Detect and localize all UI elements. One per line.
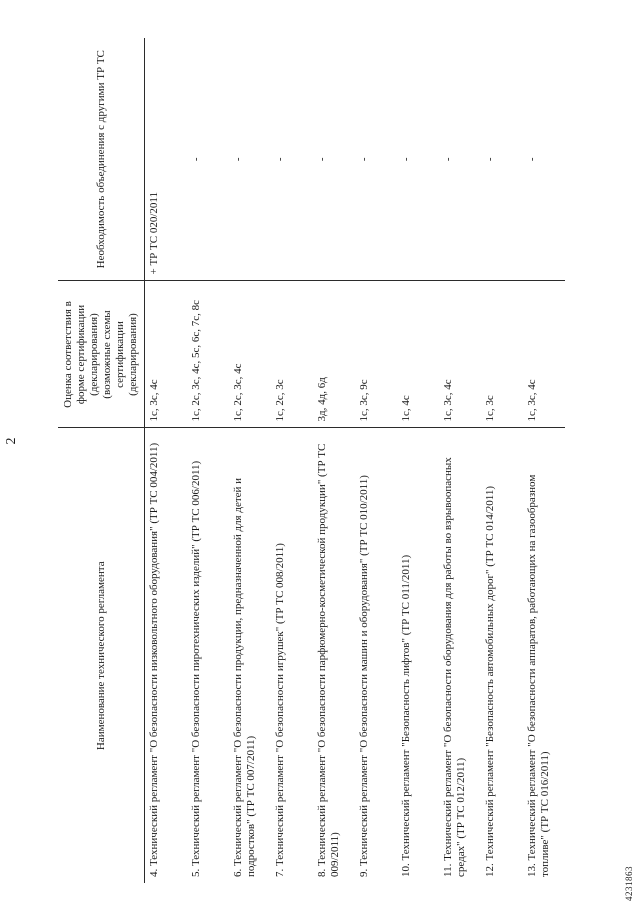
table-header-row: [58, 38, 145, 883]
certification-schemes: 1с, 3с, 4с: [523, 281, 565, 428]
table-row: [187, 38, 229, 883]
merge-value: -: [397, 38, 439, 281]
table-row: [439, 38, 481, 883]
merge-value: -: [271, 38, 313, 281]
certification-schemes: 3д, 4д, 6д: [313, 281, 355, 428]
table-row: [313, 38, 355, 883]
table-row: [523, 38, 565, 883]
merge-value: + ТР ТС 020/2011: [145, 38, 187, 281]
certification-schemes: 1с, 3с, 4с: [439, 281, 481, 428]
certification-schemes: 1с, 3с: [481, 281, 523, 428]
certification-schemes: 1с, 2с, 3с, 4с: [229, 281, 271, 428]
certification-schemes: 1с, 2с, 3с: [271, 281, 313, 428]
header-regulation-name: Наименование технического регламента: [58, 428, 145, 883]
regulations-table: [58, 38, 565, 883]
regulation-name: 5. Технический регламент "О безопасности пиротехнических изделий" (ТР ТС 006/2011): [189, 460, 202, 877]
regulation-name: 9. Технический регламент "О безопасности машин и оборудования" (ТР ТС 010/2011): [357, 475, 370, 877]
regulation-name: 6. Технический регламент "О безопасности продукции, предназначенной для детей и подростков" (ТР ТС 007/2011): [231, 477, 257, 877]
table-row: [397, 38, 439, 883]
merge-value: -: [187, 38, 229, 281]
table-row: [229, 38, 271, 883]
regulation-name: 11. Технический регламент "О безопасности оборудования для работы во взрывоопасных средах" (ТР ТС 012/2011): [441, 457, 467, 877]
regulation-name: 10. Технический регламент "Безопасность лифтов" (ТР ТС 011/2011): [399, 554, 412, 877]
table-row: [145, 38, 187, 883]
table-row: [355, 38, 397, 883]
regulation-name: 7. Технический регламент "О безопасности игрушек" (ТР ТС 008/2011): [273, 543, 286, 877]
merge-value: -: [313, 38, 355, 281]
merge-value: -: [523, 38, 565, 281]
header-conformity-assessment: Оценка соответствия в форме сертификации (декларирования) (возможные схемы сертификации (декларирования): [58, 281, 145, 428]
header-merge-necessity: Необходимость объединения с другими ТР ТС: [58, 38, 145, 281]
certification-schemes: 1с, 4с: [397, 281, 439, 428]
merge-value: -: [229, 38, 271, 281]
table-row: [271, 38, 313, 883]
certification-schemes: 1с, 3с, 4с: [145, 281, 187, 428]
certification-schemes: 1с, 3с, 9с: [355, 281, 397, 428]
certification-schemes: 1с, 2с, 3с, 4с, 5с, 6с, 7с, 8с: [187, 281, 229, 428]
document-id: 4231863: [624, 866, 634, 901]
page-number: 2: [4, 437, 19, 445]
merge-value: -: [481, 38, 523, 281]
regulation-name: 13. Технический регламент "О безопасности аппаратов, работающих на газообразном топливе" (ТР ТС 016/2011): [525, 474, 551, 877]
regulation-name: 8. Технический регламент "О безопасности парфюмерно-косметической продукции" (ТР ТС 009/2011): [315, 443, 341, 877]
regulation-name: 12. Технический регламент "Безопасность автомобильных дорог" (ТР ТС 014/2011): [483, 485, 496, 877]
regulation-name: 4. Технический регламент "О безопасности низковольтного оборудования" (ТР ТС 004/2011): [148, 442, 160, 877]
merge-value: -: [439, 38, 481, 281]
table-row: [481, 38, 523, 883]
merge-value: -: [355, 38, 397, 281]
